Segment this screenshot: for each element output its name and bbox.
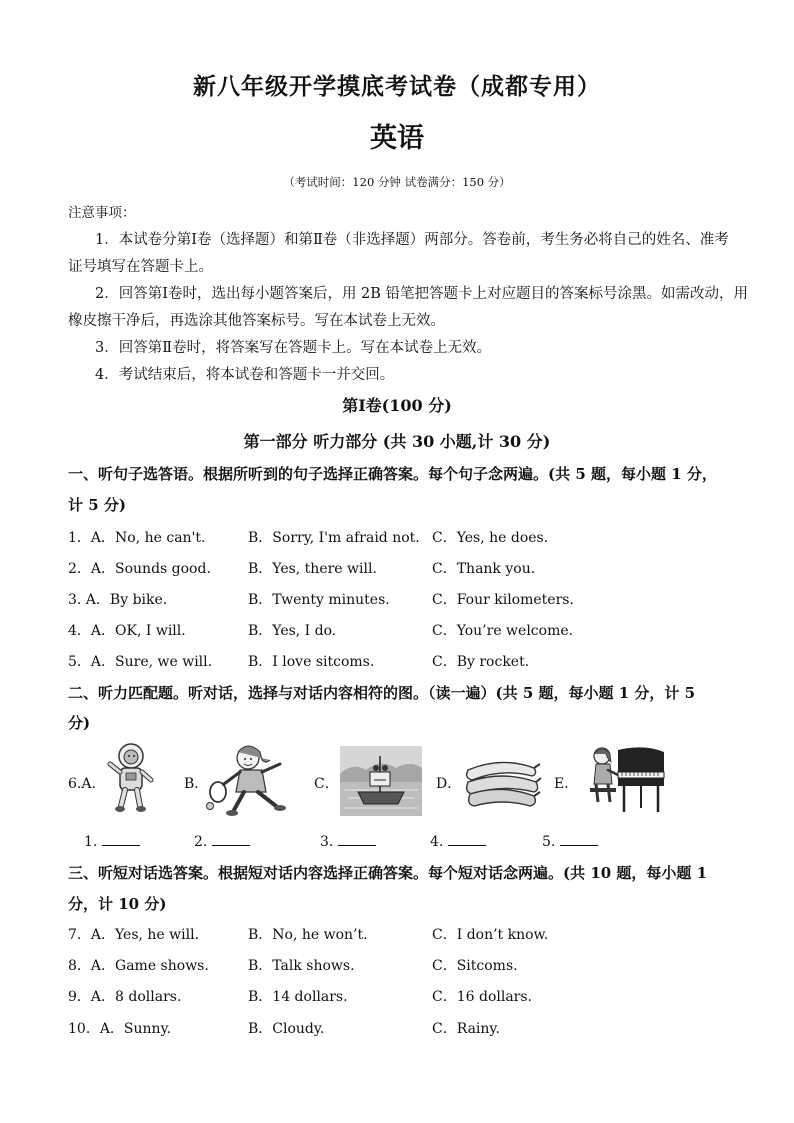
banana-icon [462,750,542,812]
answer-blank-2[interactable] [194,831,250,850]
note-1-line-1: 1．本试卷分第Ⅰ卷（选择题）和第Ⅱ卷（非选择题）两部分。答卷前，考生务必将自己的姓名、准考 [95,232,729,248]
picture-label-b: B． [184,776,209,792]
q8-option-a: 8．A．Game shows. [68,958,209,974]
blank-line[interactable] [448,831,486,846]
note-4: 4．考试结束后，将本试卷和答题卡一并交回。 [95,367,395,383]
q9-option-a: 9．A．8 dollars. [68,989,182,1005]
girl-piano-icon [584,742,666,816]
blank-number: 1. [84,834,98,850]
picture-label-d: D． [436,776,462,792]
blank-line[interactable] [338,831,376,846]
part-1-subtitle: 第一部分 听力部分 (共 30 小题,计 30 分) [243,432,551,451]
q3-option-c: C．Four kilometers. [432,592,574,608]
answer-blank-1[interactable] [84,831,140,850]
astronaut-icon [104,742,158,814]
blank-line[interactable] [102,831,140,846]
note-2-line-1: 2．回答第Ⅰ卷时，选出每小题答案后，用 2B 铅笔把答题卡上对应题目的答案标号涂黑。如需改动，用 [95,286,749,302]
notes-heading: 注意事项： [68,205,136,221]
answer-blank-5[interactable] [542,831,598,850]
q3-option-a: 3. A．By bike. [68,592,168,608]
subject-title: 英语 [370,123,424,154]
q2-option-b: B．Yes, there will. [248,561,377,577]
section-3-heading-line-1: 三、听短对话选答案。根据短对话内容选择正确答案。每个短对话念两遍。(共 10 题，每小题 1 [68,864,708,882]
boat-icon [340,746,422,816]
answer-blank-4[interactable] [430,831,486,850]
note-2-line-2: 橡皮擦干净后，再选涂其他答案标号。写在本试卷上无效。 [68,313,445,329]
exam-info: （考试时间：120 分钟 试卷满分：150 分） [283,175,511,189]
picture-label-e: E． [554,776,579,792]
q10-option-c: C．Rainy. [432,1021,500,1037]
q2-option-a: 2．A．Sounds good. [68,561,211,577]
q1-option-a: 1．A．No, he can't. [68,530,206,546]
exam-title: 新八年级开学摸底考试卷（成都专用） [193,73,601,100]
section-3-heading-line-2: 分，计 10 分) [68,895,167,913]
q2-option-c: C．Thank you. [432,561,536,577]
blank-line[interactable] [560,831,598,846]
blank-number: 4. [430,834,444,850]
q9-option-b: B．14 dollars. [248,989,348,1005]
section-1-heading-line-1: 一、听句子选答语。根据所听到的句子选择正确答案。每个句子念两遍。(共 5 题，每小题 1 分， [68,465,717,483]
q4-option-c: C．You’re welcome. [432,623,574,639]
picture-label-a: 6.A． [68,776,106,792]
section-2-heading-line-1: 二、听力匹配题。听对话，选择与对话内容相符的图。（读一遍）(共 5 题，每小题 1 分，计 5 [68,684,696,702]
q5-option-c: C．By rocket. [432,654,530,670]
q4-option-a: 4．A．OK, I will. [68,623,186,639]
note-1-line-2: 证号填写在答题卡上。 [68,259,213,275]
q9-option-c: C．16 dollars. [432,989,532,1005]
blank-number: 5. [542,834,556,850]
q7-option-a: 7．A．Yes, he will. [68,927,200,943]
part-1-title: 第Ⅰ卷(100 分) [342,396,452,415]
q4-option-b: B．Yes, I do. [248,623,337,639]
note-3: 3．回答第Ⅱ卷时，将答案写在答题卡上。写在本试卷上无效。 [95,340,492,356]
q7-option-b: B．No, he won’t. [248,927,368,943]
q5-option-b: B．I love sitcoms. [248,654,375,670]
section-2-heading-line-2: 分) [68,714,91,732]
blank-number: 3. [320,834,334,850]
q7-option-c: C．I don’t know. [432,927,549,943]
girl-tennis-icon [204,740,296,820]
q10-option-b: B．Cloudy. [248,1021,325,1037]
q8-option-c: C．Sitcoms. [432,958,518,974]
blank-number: 2. [194,834,208,850]
q5-option-a: 5．A．Sure, we will. [68,654,213,670]
q3-option-b: B．Twenty minutes. [248,592,390,608]
q1-option-c: C．Yes, he does. [432,530,549,546]
q10-option-a: 10．A．Sunny. [68,1021,172,1037]
q1-option-b: B．Sorry, I'm afraid not. [248,530,420,546]
q8-option-b: B．Talk shows. [248,958,355,974]
section-1-heading-line-2: 计 5 分) [68,496,126,514]
picture-label-c: C． [314,776,339,792]
answer-blank-3[interactable] [320,831,376,850]
blank-line[interactable] [212,831,250,846]
